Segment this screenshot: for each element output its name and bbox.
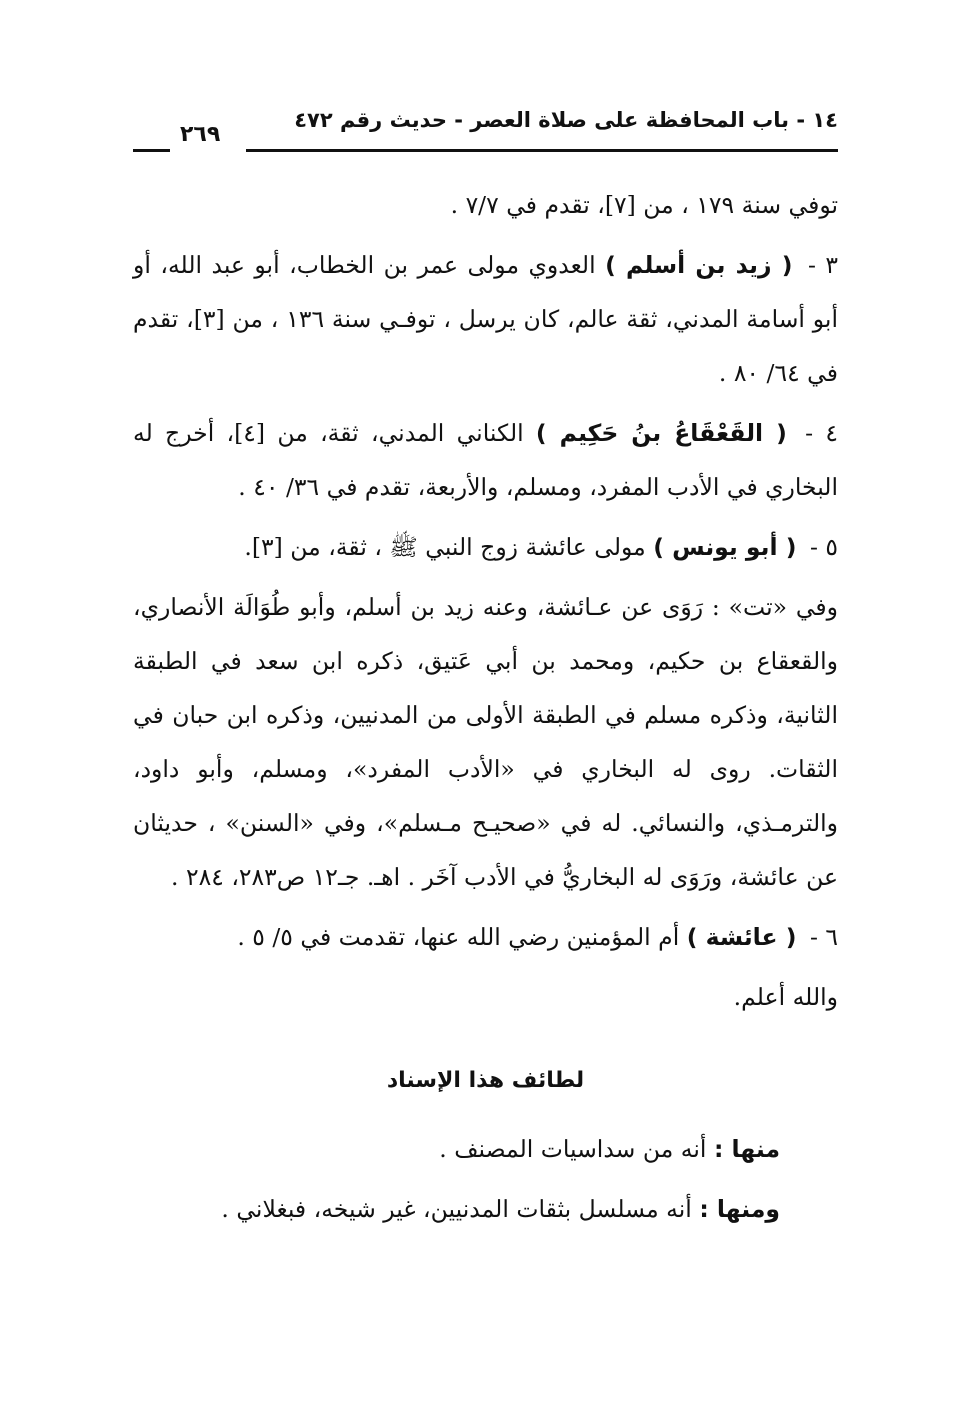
page-body (133, 178, 838, 1242)
page-number: ٢٦٩ (180, 122, 221, 147)
section-heading: لطائف هذا الإسناد (386, 1068, 585, 1093)
narrator-name: ( عائشة ) (686, 923, 797, 951)
narrator-text: الكناني المدني، ثقة، من [٤]، أخرج له البخاري في الأدب المفرد، ومسلم، والأربعة، تقدم في ٣٦/ ٤٠ . (133, 419, 838, 501)
narrator-text: أم المؤمنين رضي الله عنها، تقدمت في ٥/ ٥ . (237, 923, 680, 951)
entry-number: ٤ - (805, 419, 838, 447)
narrator-entry-5 (133, 520, 838, 574)
isnad-point-1 (133, 1122, 838, 1176)
narrator-note: وفي «تت» : رَوَى عن عـائشة، وعنه زيد بن أسلم، وأبو طُوَالَة الأنصاري، والقعقاع بن حكيم، ومحمد بن أبي عَتيق، ذكره ابن سعد في الطبقة الثانية، وذكره مسلم في الطبقة الأولى من المدنيين، وذكره ابن حبان في الثقات. روى له البخاري في «الأدب المفرد»، ومسلم، وأبو داود، والترمـذي، والنسائي. له في «صحيـح مـسلم»، وفي «السنن» ، حديثان عن عائشة، ورَوَى له البخاريُّ في الأدب آخَر . اهـ. جـ١٢ ص٢٨٣، ٢٨٤ . (133, 593, 838, 891)
narrator-entry-6 (133, 910, 838, 964)
chapter-title: ١٤ - باب المحافظة على صلاة العصر - حديث رقم ٤٧٢ (294, 108, 838, 132)
entry-number: ٦ - (809, 923, 838, 951)
entry-number: ٥ - (809, 533, 838, 561)
narrator-text: العدوي مولى عمر بن الخطاب، أبو عبد الله، أو أبو أسامة المدني، ثقة عالم، كان يرسل ، توفـي سنة ١٣٦ ، من [٣]، تقدم في ٦٤/ ٨٠ . (133, 251, 838, 387)
closing-line: والله أعلم. (733, 983, 838, 1011)
narrator-entry-3 (133, 238, 838, 400)
intro-line: توفي سنة ١٧٩ ، من [٧]، تقدم في ٧/٧ . (450, 191, 838, 219)
isnad-point-2 (133, 1182, 838, 1236)
entry-number: ٣ - (807, 251, 838, 279)
narrator-name: ( أبو يونس ) (653, 533, 797, 561)
narrator-name: ( زيد بن أسلم ) (605, 251, 793, 279)
header-rule (246, 149, 838, 152)
point-text: أنه من سداسيات المصنف . (439, 1135, 707, 1163)
running-header (133, 100, 838, 160)
page-number-dash (133, 149, 170, 152)
narrator-entry-4 (133, 406, 838, 514)
narrator-name: ( القَعْقَاعُ بنُ حَكِيم ) (535, 419, 787, 447)
point-label: ومنها : (699, 1195, 780, 1223)
narrator-text: مولى عائشة زوج النبي ﷺ ، ثقة، من [٣]. (244, 533, 646, 561)
point-label: منها : (713, 1135, 780, 1163)
point-text: أنه مسلسل بثقات المدنيين، غير شيخه، فبغلاني . (221, 1195, 692, 1223)
